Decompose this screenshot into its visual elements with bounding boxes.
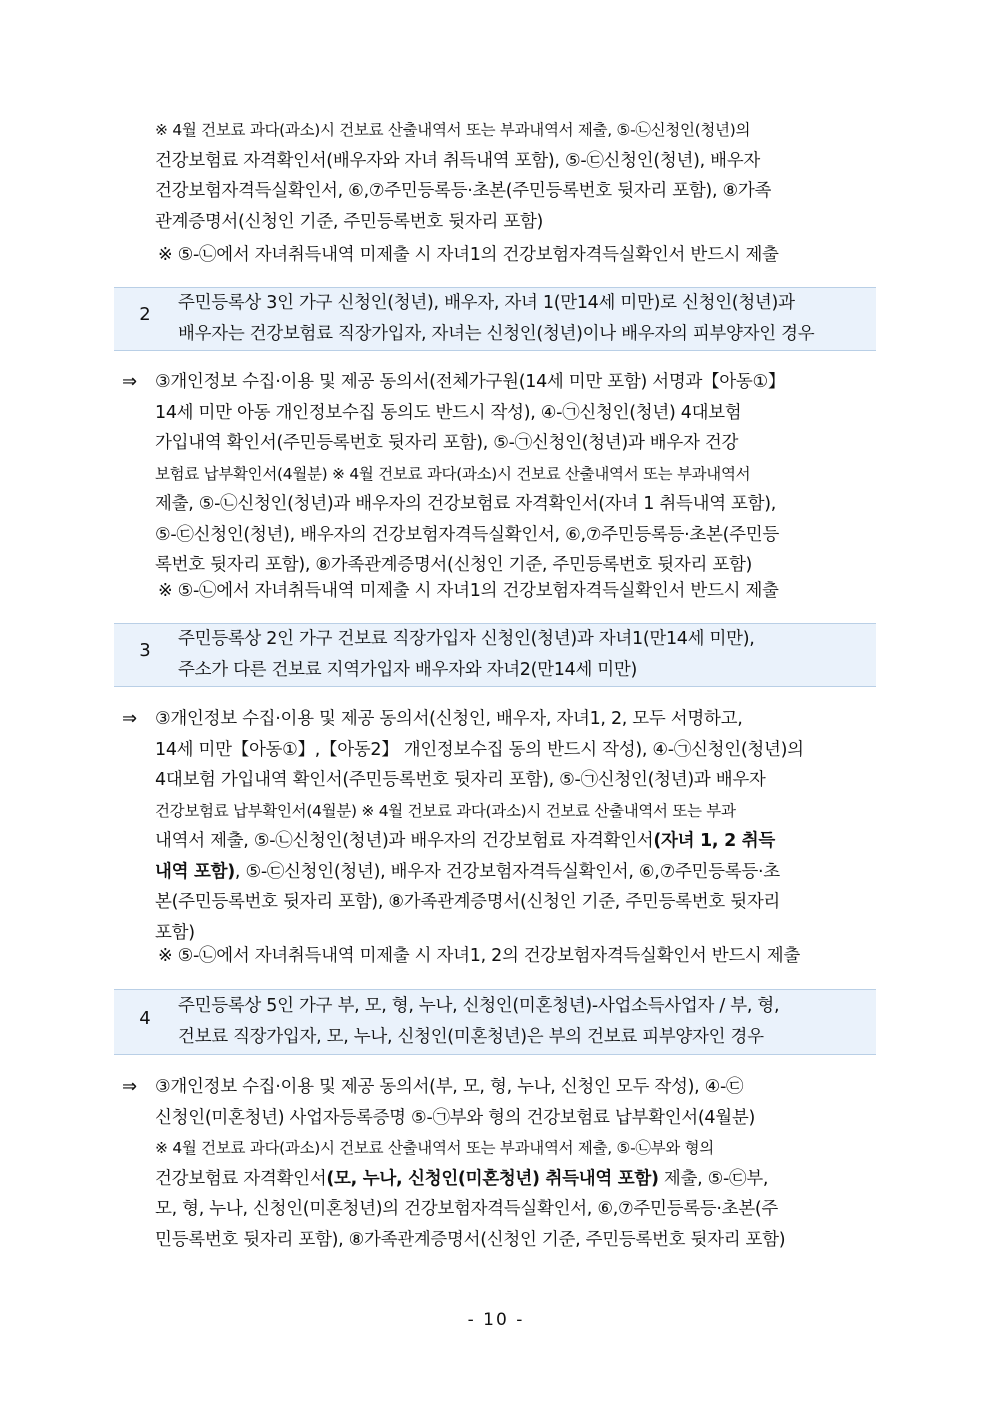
case-description [178, 991, 872, 1053]
case-3-note: ※ ⑤-㉡에서 자녀취득내역 미제출 시 자녀1, 2의 건강보험자격득실확인서 반드시 제출 [158, 946, 801, 966]
text-line: 주소가 다른 건보료 지역가입자 배우자와 자녀2(만14세 미만) [178, 660, 638, 680]
text-line: ③개인정보 수집·이용 및 제공 동의서(전체가구원(14세 미만 포함) 서명과【아동①】 [155, 372, 786, 392]
text-segment: 제출, ⑤-㉢부, [658, 1168, 769, 1189]
text-line [155, 826, 879, 857]
text-line: ⑤-㉢신청인(청년), 배우자의 건강보험자격득실확인서, ⑥,⑦주민등록등·초본(주민등 [155, 524, 779, 545]
case-3-header [114, 623, 876, 687]
text-line: 주민등록상 5인 가구 부, 모, 형, 누나, 신청인(미혼청년)-사업소득사업자 / 부, 형, [178, 996, 780, 1016]
text-line: ③개인정보 수집·이용 및 제공 동의서(부, 모, 형, 누나, 신청인 모두 작성), ④-㉢ [155, 1077, 744, 1097]
text-line: 14세 미만 아동 개인정보수집 동의도 반드시 작성), ④-㉠신청인(청년) 4대보험 [155, 402, 742, 423]
text-segment: , ⑤-㉢신청인(청년), 배우자 건강보험자격득실확인서, ⑥,⑦주민등록등·초 [234, 861, 780, 882]
top-paragraph [155, 115, 879, 237]
bold-segment: 내역 포함) [155, 861, 235, 882]
text-line: 주민등록상 3인 가구 신청인(청년), 배우자, 자녀 1(만14세 미만)로 신청인(청년)과 [178, 293, 795, 313]
text-line: 록번호 뒷자리 포함), ⑧가족관계증명서(신청인 기준, 주민등록번호 뒷자리 포함) [155, 555, 753, 575]
bold-segment: (모, 누나, 신청인(미혼청년) 취득내역 포함) [326, 1168, 659, 1189]
page-number: - 10 - [467, 1310, 525, 1330]
text-line: 건보료 직장가입자, 모, 누나, 신청인(미혼청년)은 부의 건보료 피부양자인 경우 [178, 1027, 764, 1047]
case-description [178, 288, 872, 350]
text-line: 주민등록상 2인 가구 건보료 직장가입자 신청인(청년)과 자녀1(만14세 미만), [178, 629, 755, 649]
arrow-icon: ⇒ [122, 708, 138, 729]
top-note: ※ ⑤-㉡에서 자녀취득내역 미제출 시 자녀1의 건강보험자격득실확인서 반드시 제출 [158, 245, 779, 265]
text-line: 본(주민등록번호 뒷자리 포함), ⑧가족관계증명서(신청인 기준, 주민등록번호 뒷자리 [155, 892, 781, 912]
arrow-icon: ⇒ [122, 371, 138, 392]
text-line [155, 1164, 879, 1195]
text-line: 건강보험료 자격확인서(배우자와 자녀 취득내역 포함), ⑤-㉢신청인(청년), 배우자 [155, 150, 760, 171]
text-line: 신청인(미혼청년) 사업자등록증명 ⑤-㉠부와 형의 건강보험료 납부확인서(4월분) [155, 1107, 756, 1128]
text-segment: 내역서 제출, ⑤-㉡신청인(청년)과 배우자의 건강보험료 자격확인서 [155, 831, 654, 851]
case-number: 3 [139, 640, 151, 661]
text-line: 관계증명서(신청인 기준, 주민등록번호 뒷자리 포함) [155, 211, 544, 232]
case-3-body [155, 704, 879, 948]
text-line: 배우자는 건강보험료 직장가입자, 자녀는 신청인(청년)이나 배우자의 피부양자인 경우 [178, 324, 815, 344]
text-segment: 건강보험료 자격확인서 [155, 1168, 327, 1189]
case-2-header [114, 287, 876, 351]
text-line: 건강보험료 납부확인서(4월분) ※ 4월 건보료 과다(과소)시 건보료 산출내역서 또는 부과 [155, 801, 736, 820]
case-number: 4 [139, 1008, 151, 1029]
bold-segment: (자녀 1, 2 취득 [653, 831, 775, 851]
text-line: 가입내역 확인서(주민등록번호 뒷자리 포함), ⑤-㉠신청인(청년)과 배우자 건강 [155, 433, 739, 453]
case-number: 2 [139, 304, 151, 325]
text-line: 포함) [155, 922, 195, 943]
text-line: 건강보험자격득실확인서, ⑥,⑦주민등록등·초본(주민등록번호 뒷자리 포함), ⑧가족 [155, 181, 772, 201]
text-line: ※ 4월 건보료 과다(과소)시 건보료 산출내역서 또는 부과내역서 제출, ⑤-㉡신청인(청년)의 [155, 121, 751, 139]
text-line: 제출, ⑤-㉡신청인(청년)과 배우자의 건강보험료 자격확인서(자녀 1 취득내역 포함), [155, 494, 777, 514]
arrow-icon: ⇒ [122, 1076, 138, 1097]
text-line [155, 857, 879, 888]
text-line: 4대보험 가입내역 확인서(주민등록번호 뒷자리 포함), ⑤-㉠신청인(청년)과 배우자 [155, 770, 766, 790]
text-line: ※ 4월 건보료 과다(과소)시 건보료 산출내역서 또는 부과내역서 제출, ⑤-㉡부와 형의 [155, 1139, 714, 1157]
case-2-body [155, 367, 879, 581]
text-line: ③개인정보 수집·이용 및 제공 동의서(신청인, 배우자, 자녀1, 2, 모두 서명하고, [155, 709, 743, 729]
case-2-note: ※ ⑤-㉡에서 자녀취득내역 미제출 시 자녀1의 건강보험자격득실확인서 반드시 제출 [158, 581, 779, 601]
text-line: 보험료 납부확인서(4월분) ※ 4월 건보료 과다(과소)시 건보료 산출내역서 또는 부과내역서 [155, 464, 751, 483]
case-4-header [114, 989, 876, 1055]
case-description [178, 624, 872, 686]
case-4-body [155, 1072, 879, 1255]
text-line: 모, 형, 누나, 신청인(미혼청년)의 건강보험자격득실확인서, ⑥,⑦주민등록등·초본(주 [155, 1199, 779, 1219]
text-line: 민등록번호 뒷자리 포함), ⑧가족관계증명서(신청인 기준, 주민등록번호 뒷자리 포함) [155, 1229, 786, 1250]
text-line: 14세 미만【아동①】,【아동2】 개인정보수집 동의 반드시 작성), ④-㉠신청인(청년)의 [155, 739, 804, 760]
